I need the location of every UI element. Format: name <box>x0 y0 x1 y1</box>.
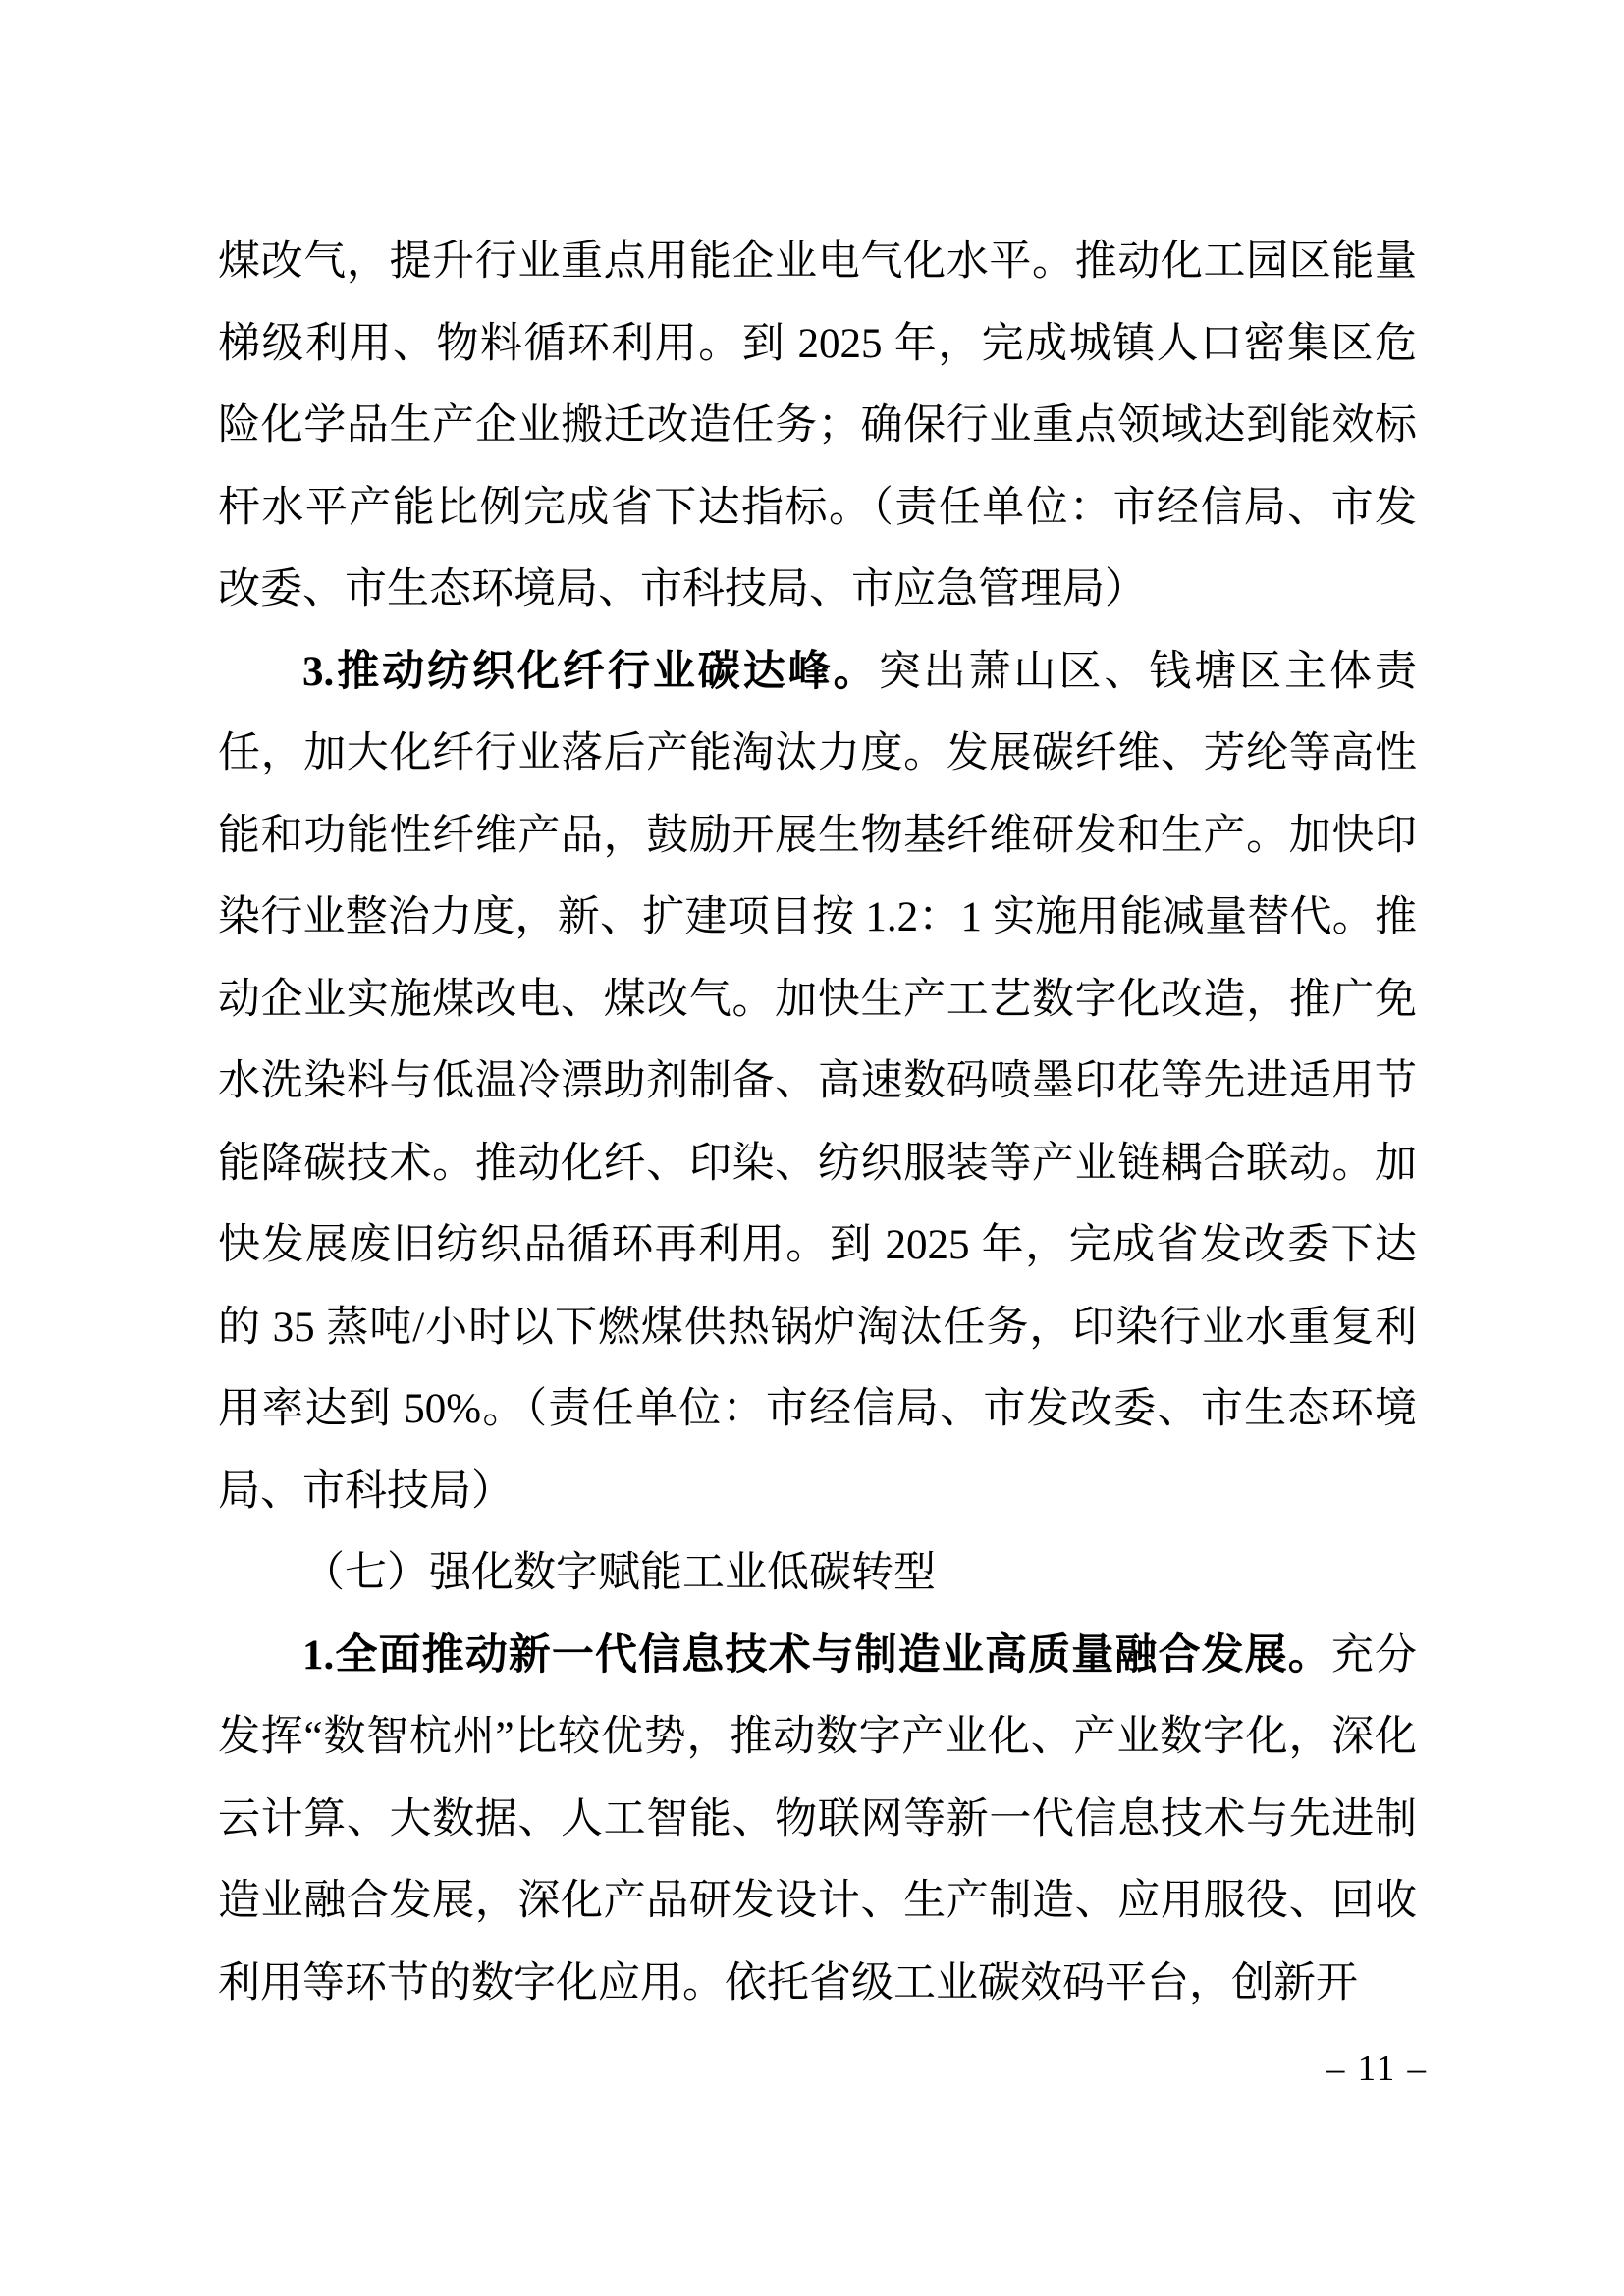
paragraph-text: 煤改气，提升行业重点用能企业电气化水平。推动化工园区能量梯级利用、物料循环利用。到 2025 年，完成城镇人口密集区危险化学品生产企业搬迁改造任务；确保行业重点领域达到能效标杆水平产能比例完成省下达指标。（责任单位：市经信局、市发改委、市生态环境局、市科技局、市应急管理局） <box>218 239 1417 613</box>
paragraph-text: 充分发挥“数智杭州”比较优势，推动数字产业化、产业数字化，深化云计算、大数据、人工智能、物联网等新一代信息技术与先进制造业融合发展，深化产品研发设计、生产制造、应用服役、回收利用等环节的数字化应用。依托省级工业碳效码平台，创新开 <box>218 1631 1418 2006</box>
paragraph-item-3 <box>218 631 1417 1533</box>
document-body <box>218 221 1417 2024</box>
section-heading-7 <box>218 1532 1417 1615</box>
paragraph-continuation <box>218 221 1417 631</box>
page-number: – 11 – <box>1326 2049 1428 2089</box>
paragraph-item-1 <box>218 1615 1417 2025</box>
paragraph-bold-lead: 1.全面推动新一代信息技术与制造业高质量融合发展。 <box>302 1631 1331 1679</box>
section-heading-text: （七）强化数字赋能工业低碳转型 <box>302 1550 936 1596</box>
paragraph-bold-lead: 3.推动纺织化纤行业碳达峰。 <box>302 648 879 695</box>
paragraph-text: 突出萧山区、钱塘区主体责任，加大化纤行业落后产能淘汰力度。发展碳纤维、芳纶等高性能和功能性纤维产品，鼓励开展生物基纤维研发和生产。加快印染行业整治力度，新、扩建项目按 1.2：1 实施用能减量替代。推动企业实施煤改电、煤改气。加快生产工艺数字化改造，推广免水洗染料与低温冷漂助剂制备、高速数码喷墨印花等先进适用节能降碳技术。推动化纤、印染、纺织服装等产业链耦合联动。加快发展废旧纺织品循环再利用。到 2025 年，完成省发改委下达的 35 蒸吨/小时以下燃煤供热锅炉淘汰任务，印染行业水重复利用率达到 50%。（责任单位：市经信局、市发改委、市生态环境局、市科技局） <box>218 648 1418 1515</box>
